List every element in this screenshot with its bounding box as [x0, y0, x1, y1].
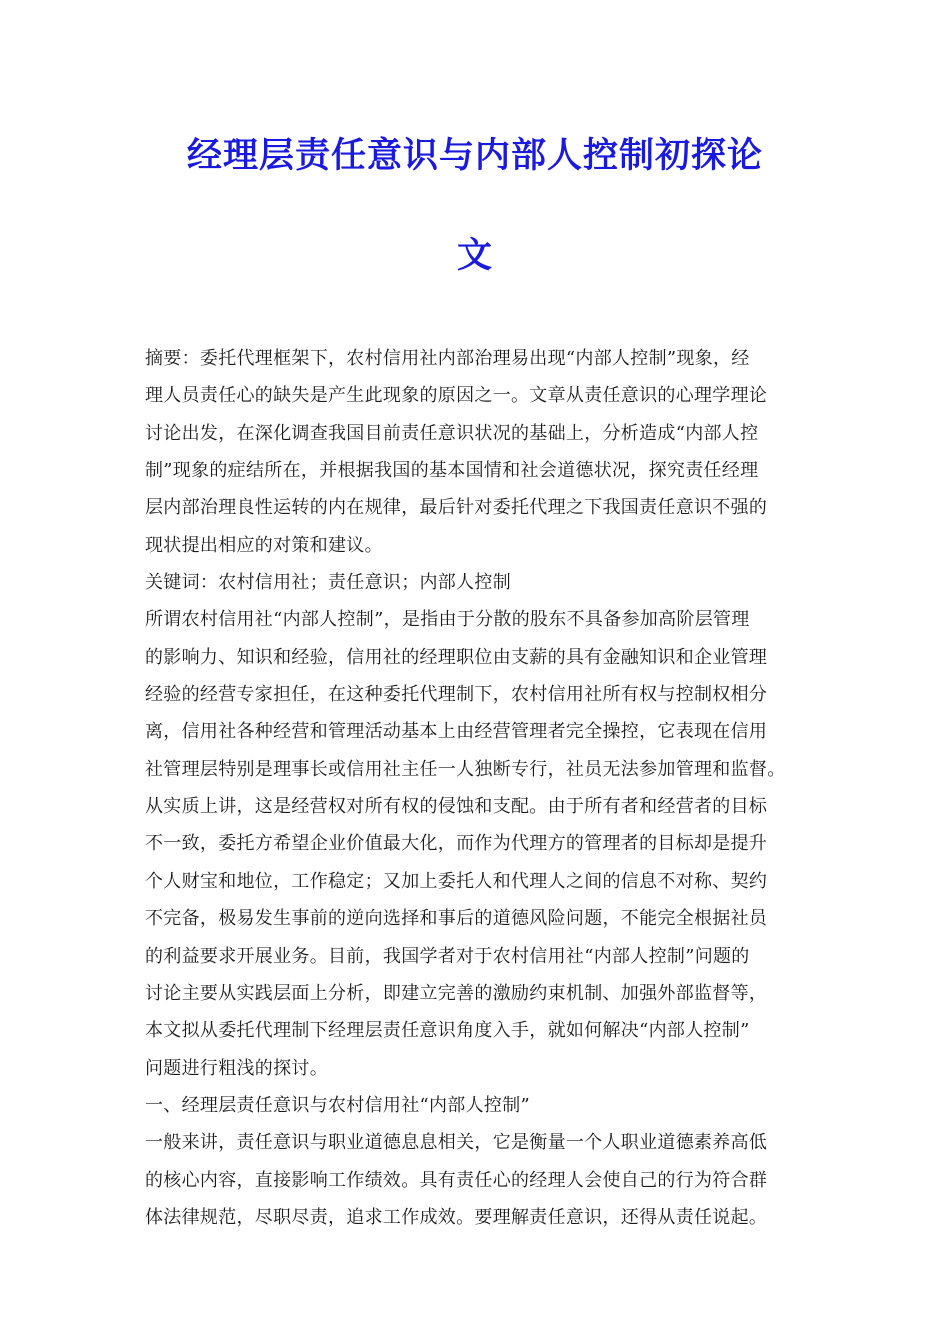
document-title-line-2: 文 — [456, 236, 493, 276]
paragraph-line: 本文拟从委托代理制下经理层责任意识角度入手，就如何解决“内部人控制” — [145, 1020, 750, 1042]
paragraph-line: 离，信用社各种经营和管理活动基本上由经营管理者完全操控，它表现在信用 — [145, 721, 768, 743]
paragraph-line: 的利益要求开展业务。目前，我国学者对于农村信用社“内部人控制”问题的 — [145, 945, 750, 967]
section-heading: 一、经理层责任意识与农村信用社“内部人控制” — [145, 1094, 531, 1116]
abstract-line: 现状提出相应的对策和建议。 — [145, 534, 383, 556]
abstract-line: 层内部治理良性运转的内在规律，最后针对委托代理之下我国责任意识不强的 — [145, 497, 768, 519]
abstract-line: 摘要：委托代理框架下，农村信用社内部治理易出现“内部人控制”现象，经 — [145, 348, 750, 369]
paragraph-line: 经验的经营专家担任，在这种委托代理制下，农村信用社所有权与控制权相分 — [145, 684, 768, 706]
paragraph-line: 的影响力、知识和经验，信用社的经理职位由支薪的具有金融知识和企业管理 — [145, 646, 768, 668]
abstract-line: 讨论出发，在深化调查我国目前责任意识状况的基础上，分析造成“内部人控 — [145, 422, 759, 444]
keywords-line: 关键词：农村信用社；责任意识；内部人控制 — [145, 572, 511, 594]
paragraph-line: 一般来讲，责任意识与职业道德息息相关，它是衡量一个人职业道德素养高低 — [145, 1132, 768, 1154]
paragraph-line: 讨论主要从实践层面上分析，即建立完善的激励约束机制、加强外部监督等， — [145, 982, 768, 1004]
document-title-line-1: 经理层责任意识与内部人控制初探论 — [186, 136, 763, 176]
paragraph-line: 的核心内容，直接影响工作绩效。具有责任心的经理人会使自己的行为符合群 — [145, 1169, 768, 1191]
paragraph-line: 体法律规范，尽职尽责，追求工作成效。要理解责任意识，还得从责任说起。 — [145, 1206, 768, 1228]
paragraph-line: 社管理层特别是理事长或信用社主任一人独断专行，社员无法参加管理和监督。 — [145, 758, 786, 780]
paragraph-line: 不完备，极易发生事前的逆向选择和事后的道德风险问题，不能完全根据社员 — [145, 908, 768, 930]
paragraph-line: 从实质上讲，这是经营权对所有权的侵蚀和支配。由于所有者和经营者的目标 — [145, 796, 768, 818]
paragraph-line: 不一致，委托方希望企业价值最大化，而作为代理方的管理者的目标却是提升 — [145, 833, 768, 855]
abstract-line: 理人员责任心的缺失是产生此现象的原因之一。文章从责任意识的心理学理论 — [145, 385, 768, 407]
paragraph-line: 个人财宝和地位，工作稳定；又加上委托人和代理人之间的信息不对称、契约 — [145, 870, 768, 892]
abstract-line: 制”现象的症结所在，并根据我国的基本国情和社会道德状况，探究责任经理 — [145, 460, 759, 482]
document-body — [145, 340, 835, 1236]
paragraph-line: 问题进行粗浅的探讨。 — [145, 1057, 328, 1079]
paragraph-line: 所谓农村信用社“内部人控制”，是指由于分散的股东不具备参加高阶层管理 — [145, 609, 750, 631]
